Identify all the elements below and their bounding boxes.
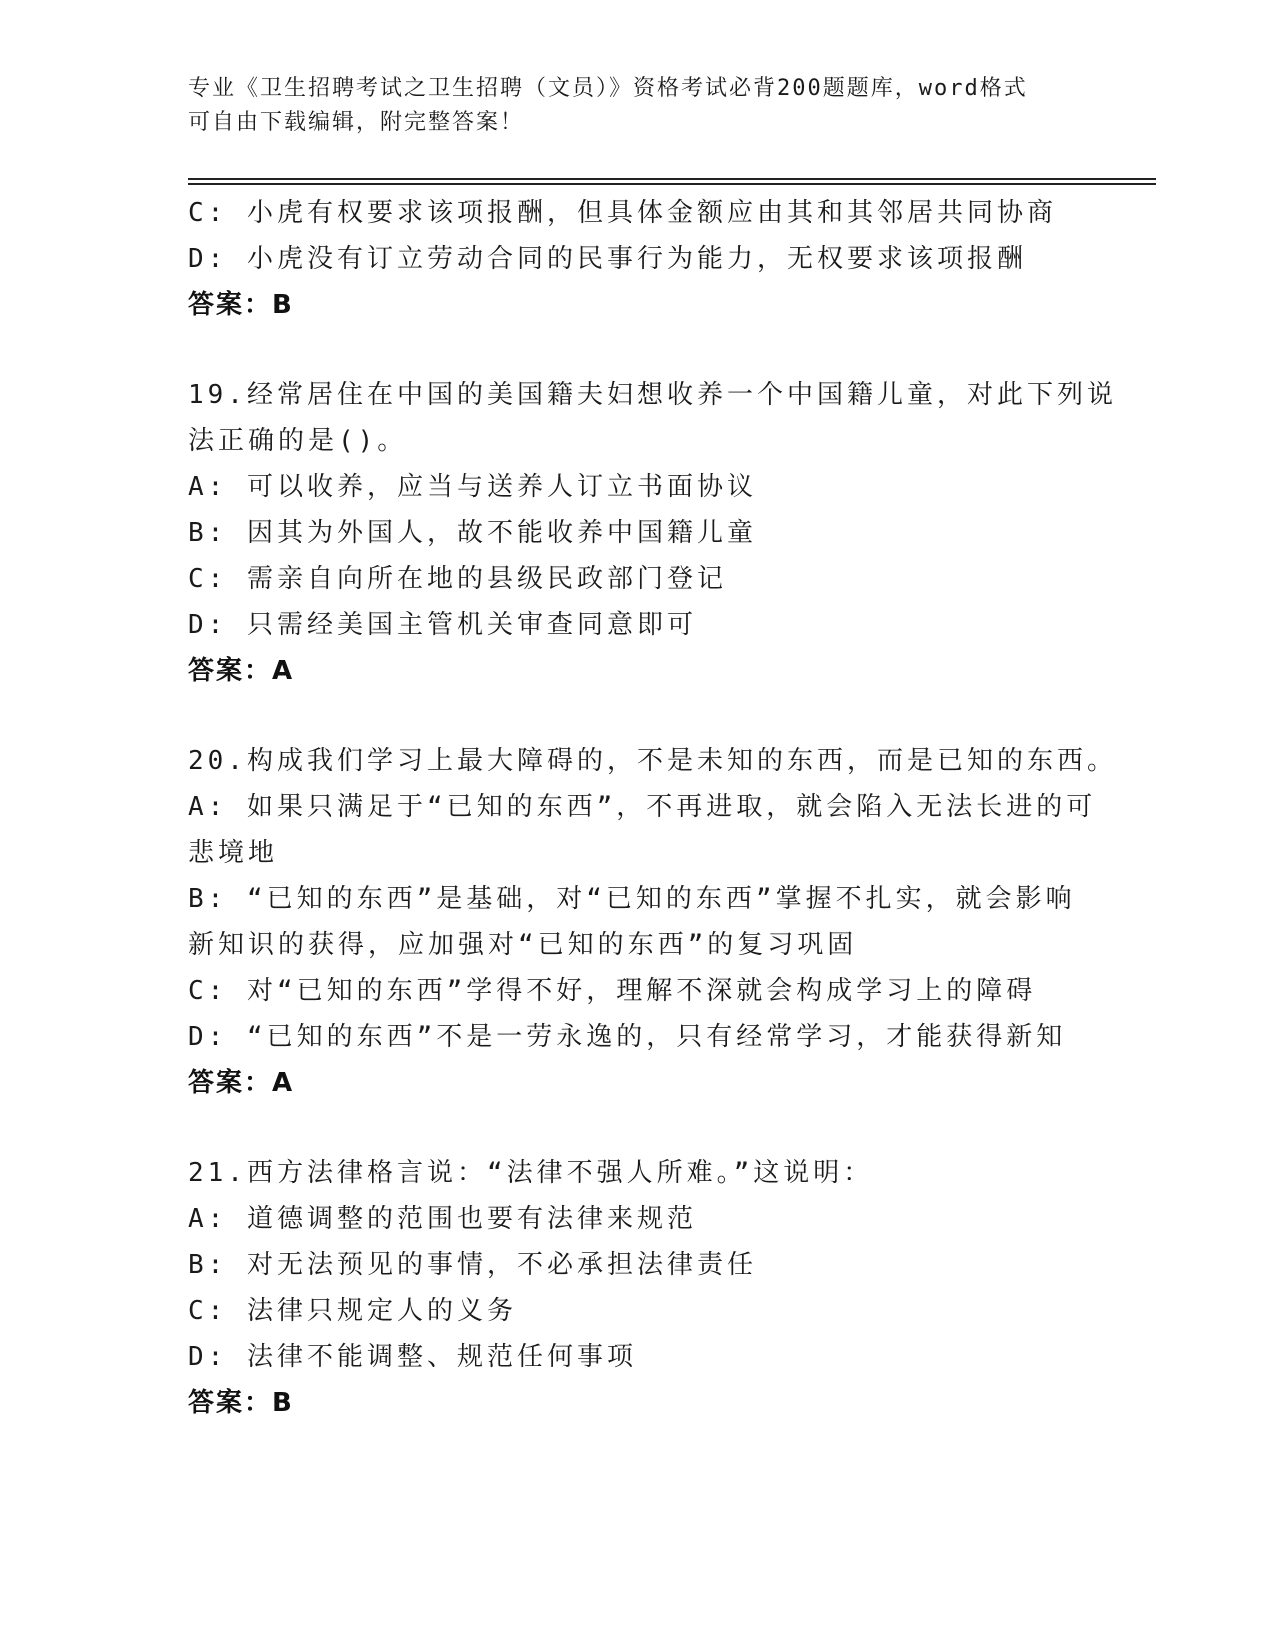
- option-a: A: 道德调整的范围也要有法律来规范: [188, 1204, 697, 1234]
- option-c: C: 对“已知的东西”学得不好，理解不深就会构成学习上的障碍: [188, 976, 1037, 1006]
- option-c: C: 小虎有权要求该项报酬，但具体金额应由其和其邻居共同协商: [188, 198, 1057, 228]
- question-stem-continued: 法正确的是()。: [188, 426, 408, 456]
- question-21: [188, 1150, 1088, 1426]
- option-a: A: 可以收养，应当与送养人订立书面协议: [188, 472, 757, 502]
- header-divider-bottom: [188, 183, 1156, 185]
- option-b: B: 因其为外国人，故不能收养中国籍儿童: [188, 518, 757, 548]
- question-20: [188, 738, 1117, 1106]
- option-d: D: 法律不能调整、规范任何事项: [188, 1342, 637, 1372]
- question-18-continuation: [188, 190, 1088, 328]
- option-c: C: 法律只规定人的义务: [188, 1296, 517, 1326]
- document-header: [188, 72, 1088, 140]
- option-d: D: 小虎没有订立劳动合同的民事行为能力，无权要求该项报酬: [188, 244, 1027, 274]
- header-title-line-2: 可自由下载编辑，附完整答案！: [188, 110, 525, 135]
- spacer: [188, 328, 1088, 372]
- answer-line: 答案：A: [188, 1068, 295, 1098]
- option-b-continued: 新知识的获得，应加强对“已知的东西”的复习巩固: [188, 930, 858, 960]
- option-d: D: “已知的东西”不是一劳永逸的，只有经常学习，才能获得新知: [188, 1022, 1067, 1052]
- question-stem: 19.经常居住在中国的美国籍夫妇想收养一个中国籍儿童，对此下列说: [188, 380, 1117, 410]
- option-a: A: 如果只满足于“已知的东西”，不再进取，就会陷入无法长进的可: [188, 792, 1097, 822]
- spacer: [188, 694, 1088, 738]
- answer-line: 答案：A: [188, 656, 295, 686]
- spacer: [188, 1106, 1088, 1150]
- option-d: D: 只需经美国主管机关审查同意即可: [188, 610, 697, 640]
- header-divider-top: [188, 178, 1156, 180]
- question-stem: 20.构成我们学习上最大障碍的，不是未知的东西，而是已知的东西。: [188, 746, 1117, 776]
- option-a-continued: 悲境地: [188, 838, 279, 868]
- option-b: B: “已知的东西”是基础，对“已知的东西”掌握不扎实，就会影响: [188, 884, 1076, 914]
- question-stem: 21.西方法律格言说：“法律不强人所难。”这说明：: [188, 1158, 874, 1188]
- header-title-line-1: 专业《卫生招聘考试之卫生招聘（文员）》资格考试必背200题题库，word格式: [188, 76, 1028, 101]
- question-list: [188, 190, 1117, 1426]
- question-19: [188, 372, 1117, 694]
- answer-line: 答案：B: [188, 290, 294, 320]
- option-c: C: 需亲自向所在地的县级民政部门登记: [188, 564, 727, 594]
- answer-line: 答案：B: [188, 1388, 294, 1418]
- option-b: B: 对无法预见的事情，不必承担法律责任: [188, 1250, 757, 1280]
